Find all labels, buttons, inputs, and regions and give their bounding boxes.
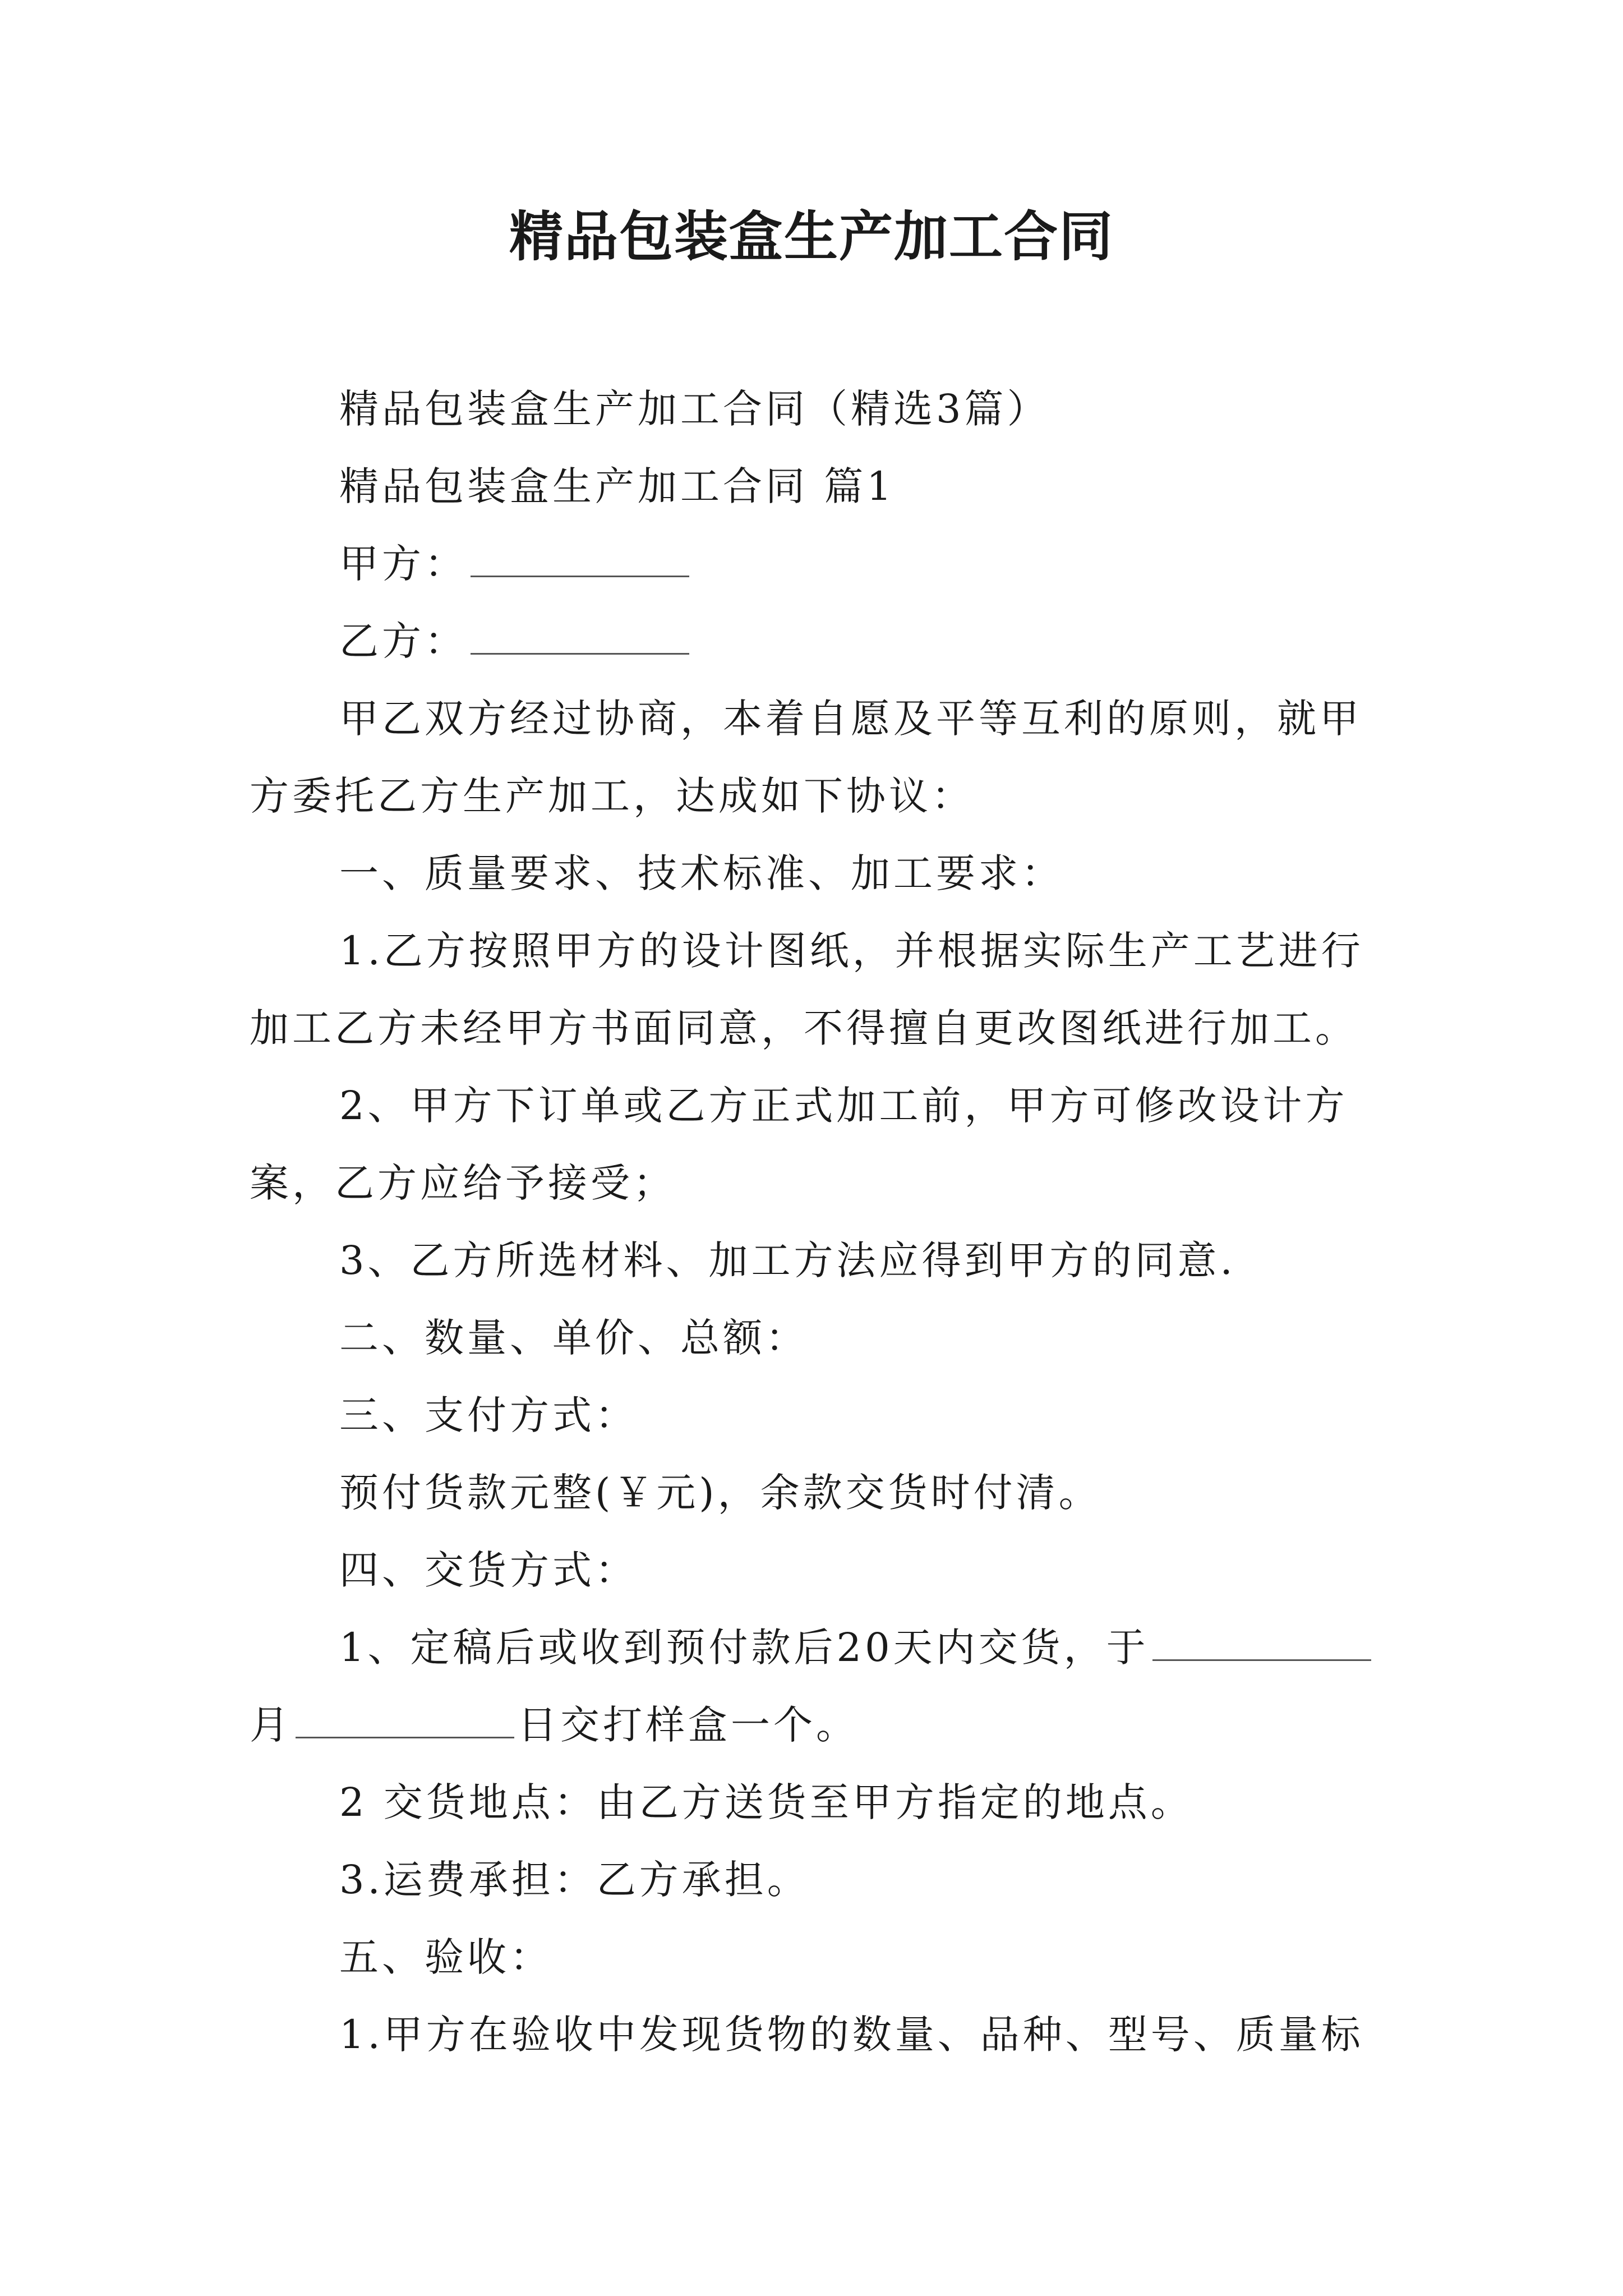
delivery-text-part1: 1、定稿后或收到预付款后20天内交货，于 bbox=[339, 1625, 1149, 1671]
document-body bbox=[250, 370, 1385, 2073]
party-a-label: 甲方： bbox=[339, 541, 467, 587]
section4-item2: 2 交货地点：由乙方送货至甲方指定的地点。 bbox=[339, 1779, 1193, 1825]
party-b-blank bbox=[471, 614, 689, 655]
party-a-line bbox=[250, 525, 1385, 602]
party-b-line bbox=[250, 602, 1385, 680]
section1-title: 一、质量要求、技术标准、加工要求： bbox=[339, 850, 1064, 896]
delivery-day-blank bbox=[296, 1697, 514, 1738]
intro-paragraph: 甲乙双方经过协商，本着自愿及平等互利的原则，就甲方委托乙方生产加工，达成如下协议： bbox=[250, 696, 1362, 819]
section3-title: 三、支付方式： bbox=[339, 1392, 638, 1438]
heading-line: 精品包装盒生产加工合同（精选3篇） bbox=[339, 386, 1050, 432]
section4-item1 bbox=[250, 1609, 1385, 1764]
section2-title: 二、数量、单价、总额： bbox=[339, 1315, 808, 1361]
section5-item1: 1.甲方在验收中发现货物的数量、品种、型号、质量标 bbox=[339, 2012, 1364, 2058]
section3-text: 预付货款元整(￥元)，余款交货时付清。 bbox=[339, 1470, 1101, 1516]
party-b-label: 乙方： bbox=[339, 618, 467, 664]
section1-item1: 1.乙方按照甲方的设计图纸，并根据实际生产工艺进行加工乙方未经甲方书面同意，不得擅自更改图纸进行加工。 bbox=[250, 928, 1364, 1051]
delivery-text-part2: 月 bbox=[250, 1702, 292, 1748]
delivery-month-blank bbox=[1152, 1620, 1371, 1661]
section1-item3: 3、乙方所选材料、加工方法应得到甲方的同意. bbox=[339, 1237, 1236, 1283]
section1-item2: 2、甲方下订单或乙方正式加工前，甲方可修改设计方案，乙方应给予接受； bbox=[250, 1083, 1348, 1206]
party-a-blank bbox=[471, 536, 689, 577]
section4-title: 四、交货方式： bbox=[339, 1547, 638, 1593]
section4-item3: 3.运费承担：乙方承担。 bbox=[339, 1857, 810, 1903]
section5-title: 五、验收： bbox=[339, 1934, 552, 1980]
document-title: 精品包装盒生产加工合同 bbox=[509, 205, 1114, 268]
section-title: 精品包装盒生产加工合同 篇1 bbox=[339, 463, 895, 509]
delivery-text-part3: 日交打样盒一个。 bbox=[518, 1702, 859, 1748]
